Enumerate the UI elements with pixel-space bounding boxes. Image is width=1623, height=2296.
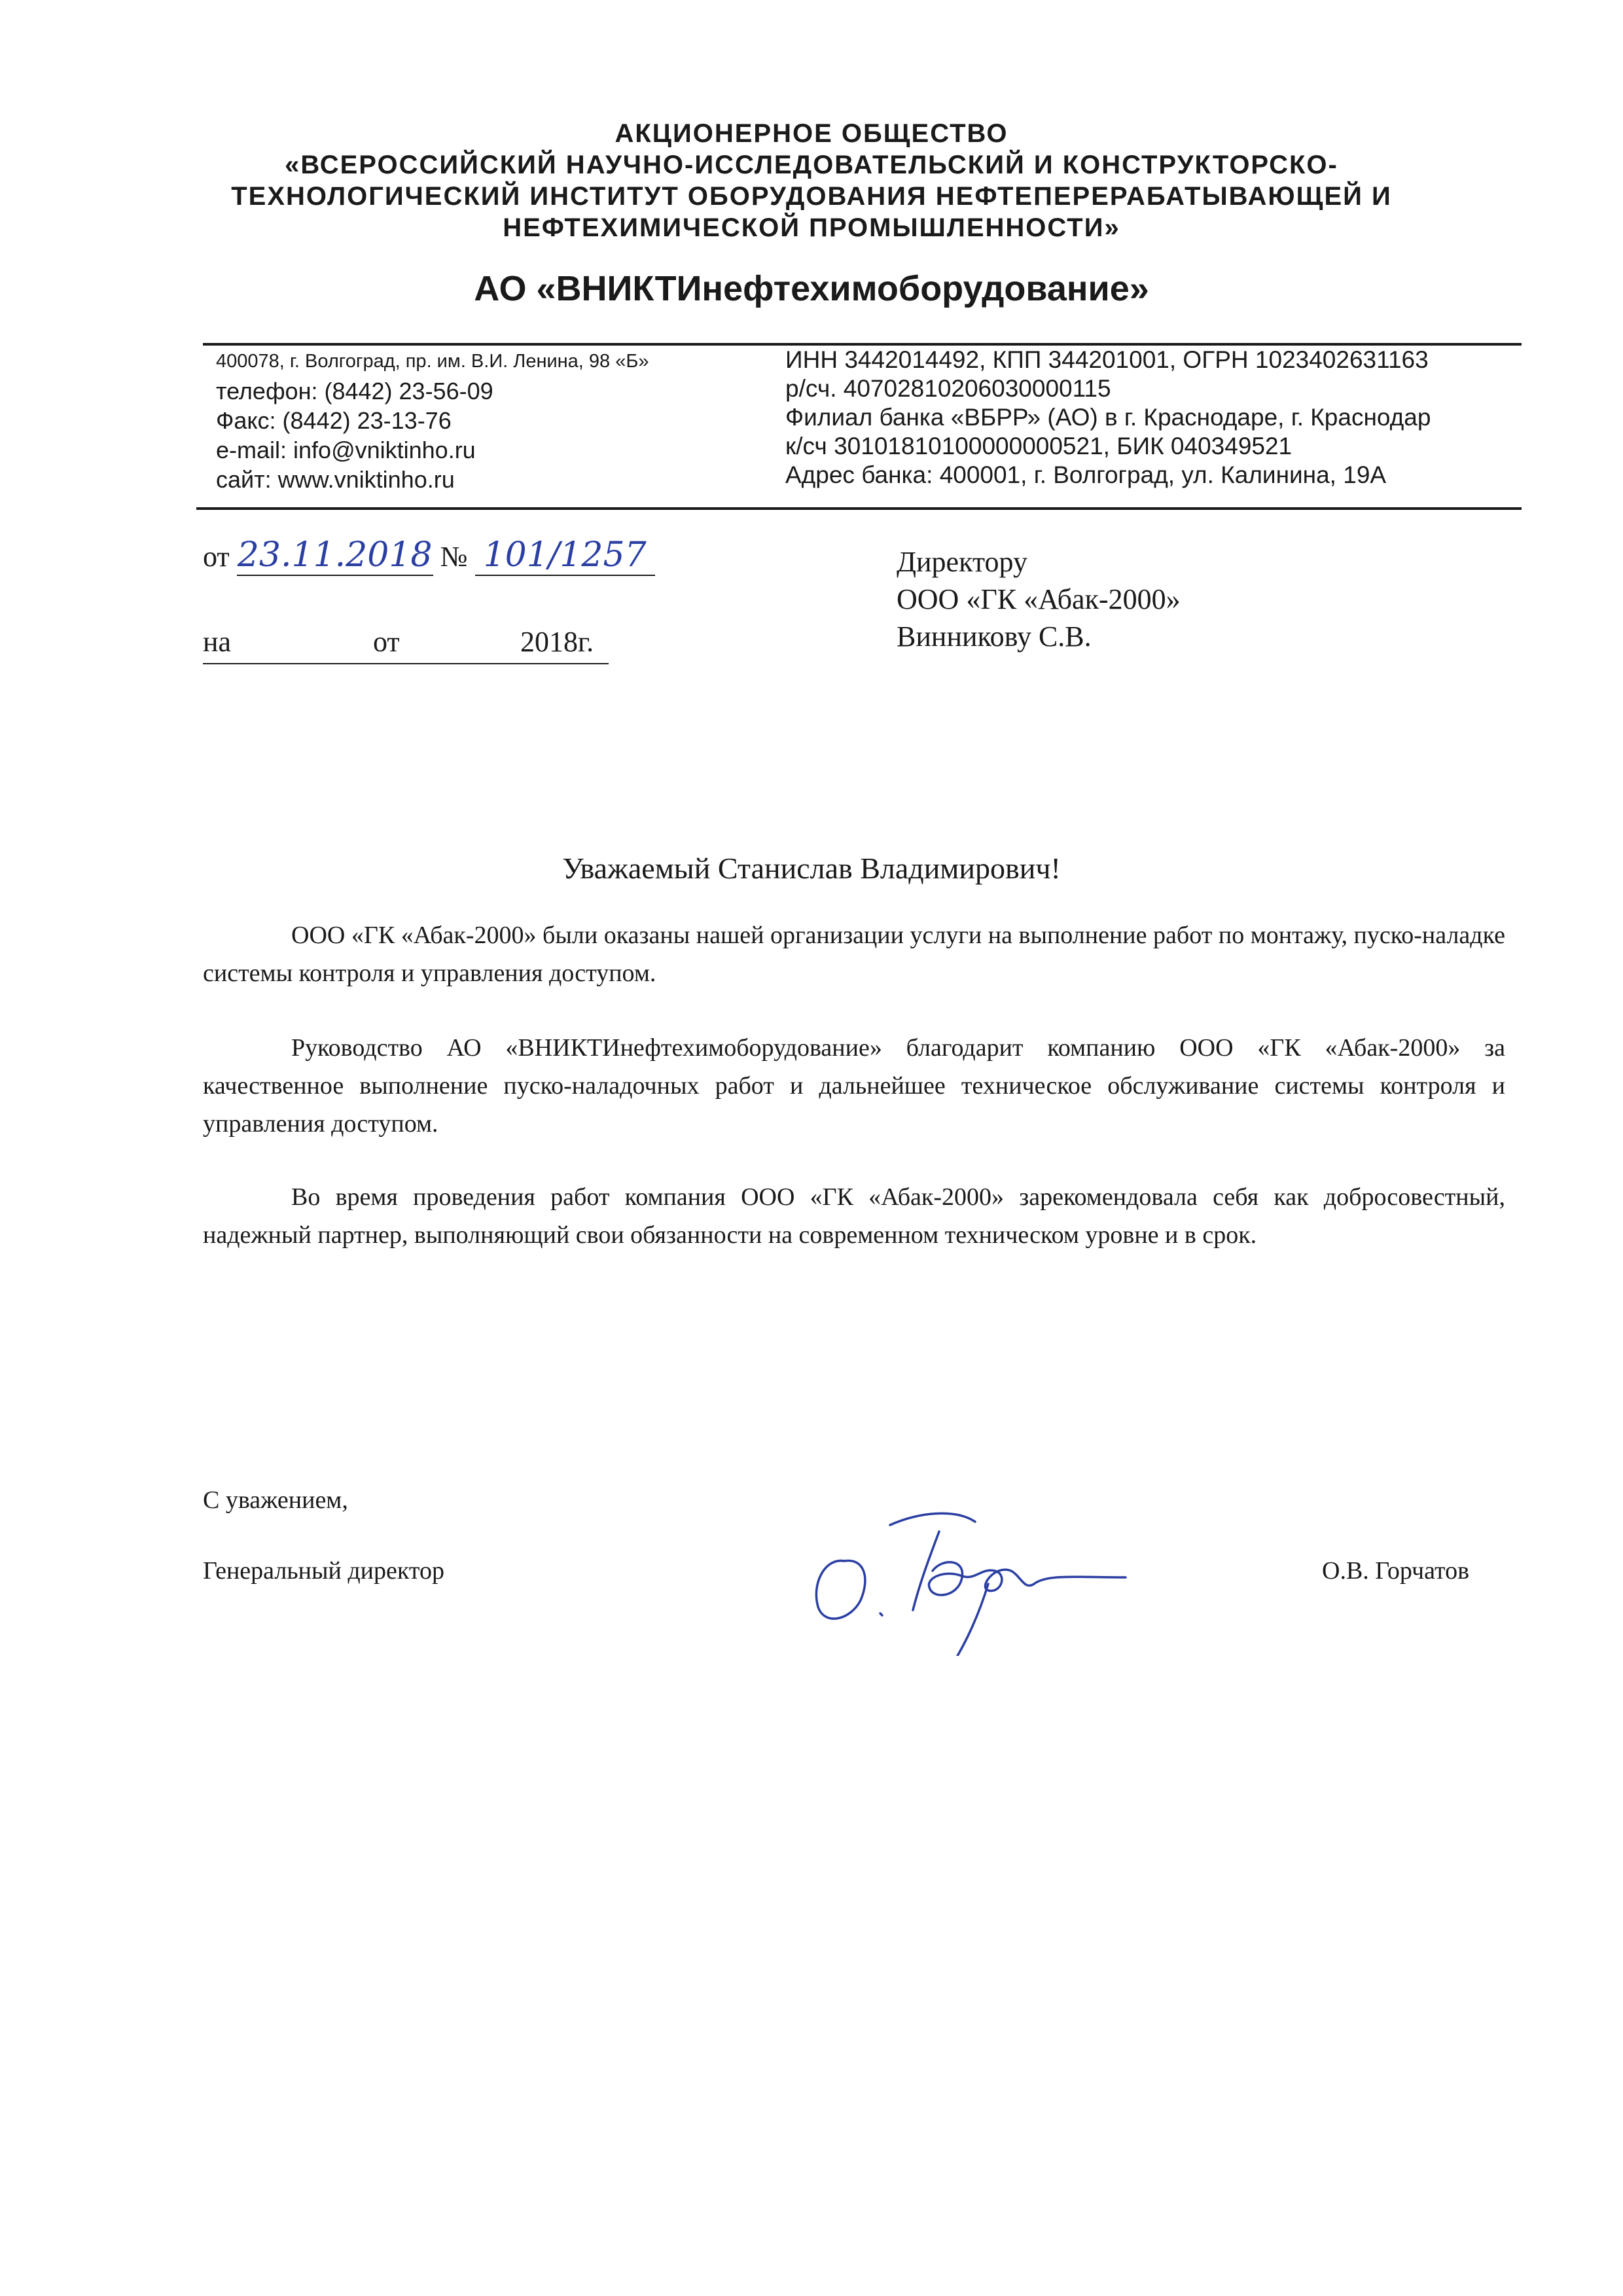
tax-ids: ИНН 3442014492, КПП 344201001, ОГРН 1023402631163 (785, 346, 1429, 373)
header-bottom-rule (196, 507, 1522, 510)
org-line: ТЕХНОЛОГИЧЕСКИЙ ИНСТИТУТ ОБОРУДОВАНИЯ НЕФТЕПЕРЕРАБАТЫВАЮЩЕЙ И (231, 182, 1392, 211)
fax: Факс: (8442) 23-13-76 (216, 407, 452, 434)
reply-from-label: от (373, 626, 400, 658)
addressee-company: ООО «ГК «Абак-2000» (897, 583, 1181, 615)
signer-position: Генеральный директор (203, 1557, 444, 1585)
organization-short-name: АО «ВНИКТИнефтехимоборудование» (474, 269, 1149, 308)
reply-registration (203, 625, 609, 664)
body-paragraph: ООО «ГК «Абак-2000» были оказаны нашей организации услуги на выполнение работ по монтажу, пуско-наладке системы контроля и управления доступом. (203, 922, 1505, 987)
org-line: НЕФТЕХИМИЧЕСКОЙ ПРОМЫШЛЕННОСТИ» (503, 213, 1120, 242)
addressee (897, 543, 1181, 655)
phone: телефон: (8442) 23-56-09 (216, 378, 493, 404)
closing-regards: С уважением, (203, 1486, 348, 1514)
body-paragraph: Руководство АО «ВНИКТИнефтехимоборудование» благодарит компанию ООО «ГК «Абак-2000» за качественное выполнение пуско-наладочных работ и дальнейшее техническое обслуживание системы контроля и управления доступом. (203, 1034, 1505, 1138)
website-link[interactable]: сайт: www.vniktinho.ru (216, 466, 455, 493)
reply-year: 2018г. (520, 626, 594, 658)
postal-address: 400078, г. Волгоград, пр. им. В.И. Ленина, 98 «Б» (216, 351, 649, 372)
outgoing-date (237, 535, 433, 576)
outgoing-number (475, 535, 655, 576)
outgoing-registration (203, 535, 655, 576)
organization-full-name (0, 118, 1623, 243)
settlement-account: р/сч. 40702810206030000115 (785, 375, 1111, 402)
correspondent-account: к/сч 30101810100000000521, БИК 040349521 (785, 433, 1293, 459)
reply-label: на (203, 626, 232, 658)
org-line: АКЦИОНЕРНОЕ ОБЩЕСТВО (615, 119, 1008, 148)
number-label: № (440, 541, 468, 573)
addressee-name: Винникову С.В. (897, 620, 1092, 653)
signature-image (798, 1486, 1139, 1656)
outgoing-date-value: 23.11.2018 (237, 535, 433, 575)
salutation: Уважаемый Станислав Владимирович! (562, 852, 1061, 885)
addressee-position: Директору (897, 546, 1027, 578)
bank-address: Адрес банка: 400001, г. Волгоград, ул. Калинина, 19А (785, 461, 1387, 488)
bank-details (785, 346, 1431, 490)
signer-name: О.В. Горчатов (1322, 1557, 1470, 1585)
body-paragraph: Во время проведения работ компания ООО «ГК «Абак-2000» зарекомендовала себя как добросовестный, надежный партнер, выполняющий свои обязанности на современном техническом уровне и в срок. (203, 1183, 1505, 1249)
from-label: от (203, 541, 230, 573)
bank-branch: Филиал банка «ВБРР» (АО) в г. Краснодаре, г. Краснодар (785, 404, 1431, 431)
email-link[interactable]: e-mail: info@vniktinho.ru (216, 437, 476, 463)
outgoing-number-value: 101/1257 (483, 535, 647, 575)
contacts-left (216, 347, 649, 494)
org-line: «ВСЕРОССИЙСКИЙ НАУЧНО-ИССЛЕДОВАТЕЛЬСКИЙ И КОНСТРУКТОРСКО- (285, 151, 1338, 179)
